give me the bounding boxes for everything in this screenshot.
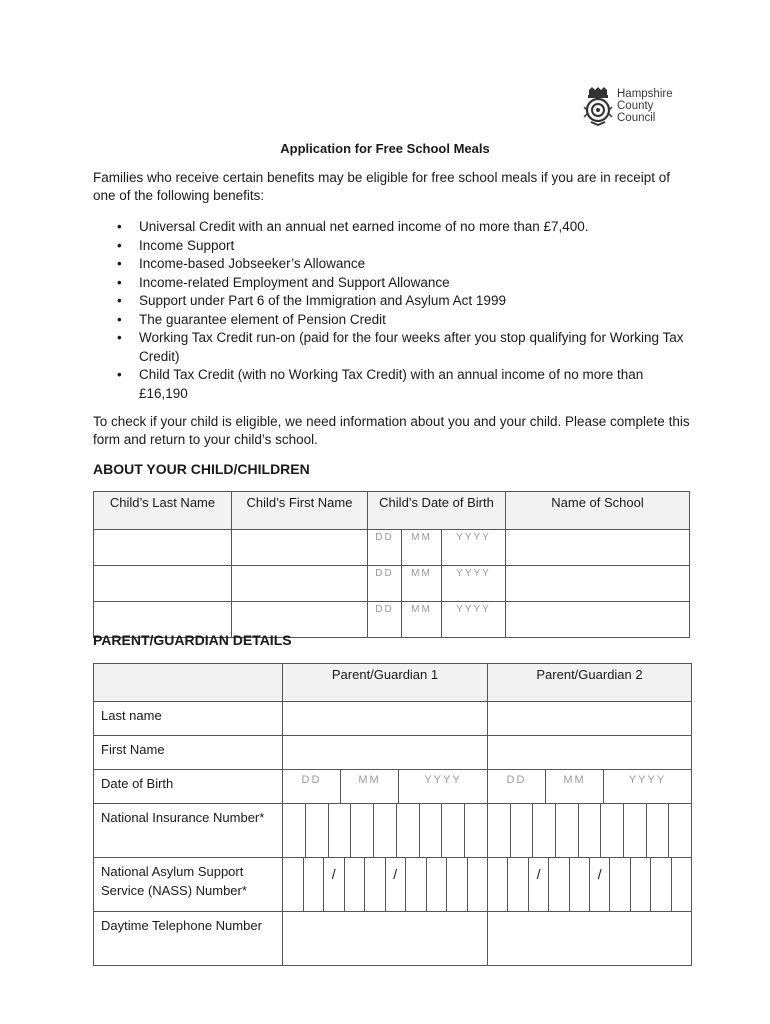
parent-1-first-name-field[interactable] (283, 736, 488, 770)
school-name-field[interactable] (506, 530, 690, 566)
parent-2-dob-field[interactable] (488, 770, 692, 804)
table-row (94, 912, 692, 966)
child-dob-field[interactable] (368, 602, 506, 638)
column-header-blank (94, 664, 283, 702)
last-name-label: Last name (94, 702, 283, 736)
logo-text (617, 88, 673, 124)
column-header-dob: Child’s Date of Birth (368, 492, 506, 530)
char-box[interactable] (306, 804, 329, 857)
char-box[interactable] (397, 804, 420, 857)
dob-day-box[interactable]: DD (368, 602, 402, 637)
table-row (94, 702, 692, 736)
dob-year-box[interactable]: YYYY (456, 604, 491, 615)
column-header-last-name: Child’s Last Name (94, 492, 232, 530)
char-box[interactable] (579, 804, 602, 857)
school-name-field[interactable] (506, 566, 690, 602)
char-box[interactable] (329, 804, 352, 857)
table-header-row (94, 664, 692, 702)
char-box[interactable] (651, 858, 671, 911)
dob-month-box[interactable]: MM (402, 566, 442, 601)
child-last-name-field[interactable] (94, 566, 232, 602)
parent-1-ni-field[interactable] (283, 804, 488, 858)
char-box[interactable] (549, 858, 569, 911)
list-item: • Income-related Employment and Support Allowance (93, 274, 693, 293)
hampshire-crest-icon (583, 86, 613, 126)
ni-number-label: National Insurance Number* (94, 804, 283, 858)
benefits-list (93, 218, 693, 403)
list-item: • Income-based Jobseeker’s Allowance (93, 255, 693, 274)
child-section-heading: ABOUT YOUR CHILD/CHILDREN (93, 461, 310, 477)
parent-1-nass-field[interactable] (283, 858, 488, 912)
dob-label: Date of Birth (94, 770, 283, 804)
child-first-name-field[interactable] (232, 530, 368, 566)
school-name-field[interactable] (506, 602, 690, 638)
nass-separator: / (590, 858, 610, 911)
dob-day-box[interactable]: DD (368, 566, 402, 601)
char-box[interactable] (669, 804, 691, 857)
logo-line-1: Hampshire (617, 88, 673, 100)
dob-month-box[interactable]: MM (402, 530, 442, 565)
list-item: • Working Tax Credit run-on (paid for the four weeks after you stop qualifying for Working Tax Credit) (93, 329, 693, 366)
dob-year-box[interactable]: YYYY (628, 774, 667, 786)
table-row (94, 770, 692, 804)
char-box[interactable] (427, 858, 448, 911)
column-header-parent-1: Parent/Guardian 1 (283, 664, 488, 702)
char-box[interactable] (468, 858, 488, 911)
parent-1-dob-field[interactable] (283, 770, 488, 804)
first-name-label: First Name (94, 736, 283, 770)
child-dob-field[interactable] (368, 530, 506, 566)
table-header-row (94, 492, 690, 530)
dob-year-box[interactable]: YYYY (424, 774, 462, 786)
char-box[interactable] (283, 804, 306, 857)
nass-separator: / (529, 858, 549, 911)
dob-month-box[interactable]: MM (402, 602, 442, 637)
char-box[interactable] (511, 804, 534, 857)
intro-paragraph: Families who receive certain benefits may be eligible for free school meals if you are in receipt of one of the following benefits: (93, 170, 671, 203)
list-item: • Support under Part 6 of the Immigration and Asylum Act 1999 (93, 292, 693, 311)
instructions-paragraph: To check if your child is eligible, we need information about you and your child. Please complete this form and return to your child’s school. (93, 414, 690, 447)
nass-separator: / (324, 858, 345, 911)
char-box[interactable] (283, 858, 304, 911)
parent-2-first-name-field[interactable] (488, 736, 692, 770)
logo-line-3: Council (617, 112, 656, 124)
char-box[interactable] (533, 804, 556, 857)
dob-month-box[interactable]: MM (546, 770, 604, 803)
char-box[interactable] (374, 804, 397, 857)
list-item: • Universal Credit with an annual net earned income of no more than £7,400. (93, 218, 693, 237)
parent-1-last-name-field[interactable] (283, 702, 488, 736)
char-box[interactable] (442, 804, 465, 857)
column-header-first-name: Child’s First Name (232, 492, 368, 530)
dob-day-box[interactable]: DD (368, 530, 402, 565)
parent-1-phone-field[interactable] (283, 912, 488, 966)
table-row (94, 858, 692, 912)
dob-year-box[interactable]: YYYY (456, 568, 491, 579)
logo-line-2: County (617, 100, 654, 112)
parent-2-last-name-field[interactable] (488, 702, 692, 736)
parent-section-heading: PARENT/GUARDIAN DETAILS (93, 632, 292, 648)
char-box[interactable] (556, 804, 579, 857)
char-box[interactable] (465, 804, 487, 857)
table-row (94, 736, 692, 770)
nass-number-label: National Asylum Support Service (NASS) Number* (94, 858, 283, 912)
page-title: Application for Free School Meals (280, 141, 490, 156)
char-box[interactable] (624, 804, 647, 857)
dob-day-box[interactable]: DD (488, 770, 546, 803)
list-item: • The guarantee element of Pension Credit (93, 311, 693, 330)
dob-year-box[interactable]: YYYY (456, 532, 491, 543)
char-box[interactable] (488, 858, 508, 911)
nass-separator: / (386, 858, 407, 911)
child-details-table (93, 491, 690, 638)
char-box[interactable] (365, 858, 386, 911)
phone-label: Daytime Telephone Number (94, 912, 283, 966)
council-logo (583, 86, 693, 126)
char-box[interactable] (647, 804, 670, 857)
char-box[interactable] (488, 804, 511, 857)
char-box[interactable] (447, 858, 468, 911)
char-box[interactable] (304, 858, 325, 911)
dob-day-box[interactable]: DD (283, 770, 341, 803)
char-box[interactable] (610, 858, 630, 911)
table-row (94, 530, 690, 566)
char-box[interactable] (672, 858, 691, 911)
parent-2-phone-field[interactable] (488, 912, 692, 966)
char-box[interactable] (345, 858, 366, 911)
table-row (94, 804, 692, 858)
dob-month-box[interactable]: MM (341, 770, 399, 803)
table-row (94, 566, 690, 602)
child-first-name-field[interactable] (232, 566, 368, 602)
parent-2-nass-field[interactable] (488, 858, 692, 912)
child-last-name-field[interactable] (94, 530, 232, 566)
parent-2-ni-field[interactable] (488, 804, 692, 858)
char-box[interactable] (406, 858, 427, 911)
parent-details-table (93, 663, 692, 966)
list-item: • Income Support (93, 237, 693, 256)
char-box[interactable] (508, 858, 528, 911)
child-dob-field[interactable] (368, 566, 506, 602)
list-item: • Child Tax Credit (with no Working Tax Credit) with an annual income of no more than £16,190 (93, 366, 693, 403)
char-box[interactable] (631, 858, 651, 911)
char-box[interactable] (601, 804, 624, 857)
column-header-parent-2: Parent/Guardian 2 (488, 664, 692, 702)
char-box[interactable] (570, 858, 590, 911)
char-box[interactable] (351, 804, 374, 857)
char-box[interactable] (420, 804, 443, 857)
column-header-school: Name of School (506, 492, 690, 530)
